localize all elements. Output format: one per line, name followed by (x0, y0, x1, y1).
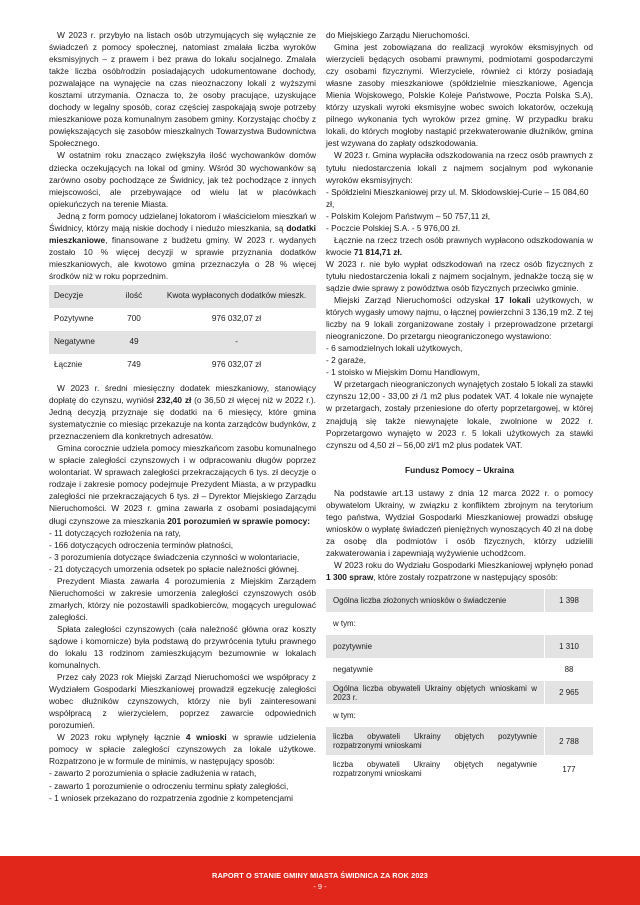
table-cell: Ogólna liczba złożonych wniosków o świadczenie (333, 596, 507, 606)
list-item: - 166 dotyczących odroczenia terminów płatności, (49, 539, 234, 550)
page-number: - 9 - (313, 882, 327, 891)
table-row (326, 612, 593, 635)
table-cell: Ogólna liczba obywateli Ukrainy objętych wnioskami w 2023 r. (333, 683, 537, 702)
table-header-row (49, 285, 316, 308)
section-heading: Fundusz Pomocy – Ukraina (405, 464, 514, 475)
paragraph: Przez cały 2023 rok Miejski Zarząd Nieruchomości we współpracy z Wydziałem Gospodarki Mieszkaniowej prowadził egzekucję zaległości wobec dłużników czynszowych, którzy nie byli zainteresowani współpracą z wierzycielem, poprzez zawarcie odpowiednich porozumień. (49, 672, 316, 731)
table-cell: 700 (127, 314, 141, 324)
list-item: - Spółdzielni Mieszkaniowej przy ul. M. Skłodowskiej-Curie – 15 084,60 zł, (326, 186, 589, 209)
table-cell: pozytywnie (333, 642, 373, 652)
paragraph: W 2023 r. nie było wypłat odszkodowań na rzecz osób fizycznych z tytułu niedostarczenia lokali z najmem socjalnym, jednakże toczą się w sądzie dwie sprawy z powództwa osób fizycznych przeciwko gminie. (326, 258, 593, 293)
table-cell: 88 (545, 658, 594, 681)
table-row (326, 704, 593, 727)
table-cell: 1 398 (545, 589, 594, 612)
paragraph: Spłata zaległości czynszowych (cała należność główna oraz koszty sądowe i komornicze) była podstawą do przywrócenia tytułu prawnego do lokalu 13 rodzinom zamieszkującym bezumownie w lokalach komunalnych. (49, 623, 316, 671)
table-cell: - (235, 337, 238, 347)
table-row (326, 727, 593, 755)
paragraph: Miejski Zarząd Nieruchomości odzyskał 17 lokali użytkowych, w których wygasły umowy najmu, o łącznej powierzchni 3 136,19 m2. Z tej liczby na 9 lokali zorganizowane zostały i przeprowadzone przetargi nieograniczone. Do przetargu nieograniczonego wystawiono: (326, 295, 593, 342)
paragraph: Jedną z form pomocy udzielanej lokatorom i właścicielom mieszkań w Świdnicy, którzy mają niskie dochody i niedużo mieszkania, są dodatki mieszkaniowe, finansowane z budżetu gminy. W 2023 r. wydanych zostało 10 % więcej decyzji w sprawie przyznania dodatków mieszkaniowych, ale kwotowo gmina przeznaczyła o 28 % więcej środków niż w roku poprzednim. (49, 210, 316, 281)
table-cell (545, 704, 594, 727)
paragraph: Prezydent Miasta zawarła 4 porozumienia z Miejskim Zarządem Nieruchomości w zakresie umorzenia zaległości czynszowych osób zmarłych, którzy nie pozostawili spadkobierców, mogących uregulować zaległości. (49, 575, 316, 622)
table-row (49, 354, 316, 377)
paragraph: W 2023 r. Gmina wypłaciła odszkodowania na rzecz osób prawnych z tytułu niedostarczenia lokali z najmem socjalnym pod wykonanie wyroków eksmisyjnych: (326, 150, 593, 185)
list-item: - 21 dotyczących umorzenia odsetek po spłacie należności głównej. (49, 563, 299, 574)
paragraph: Łącznie na rzecz trzech osób prawnych wypłacono odszkodowania w kwocie 71 814,71 zł. (326, 234, 593, 257)
table-cell: 177 (545, 755, 594, 783)
list-item: - zawarto 2 porozumienia o spłacie zadłużenia w ratach, (49, 768, 257, 779)
paragraph: W 2023 r. średni miesięczny dodatek mieszkaniowy, stanowiący dopłatę do czynszu, wyniósł 232,40 zł (o 36,50 zł więcej niż w 2022 r.). Jedną decyzją przyznaje się dodatki na 6 miesięcy, które gmina systematycznie co miesiąc przekazuje na konta zarządców budynków, z przeznaczeniem dla konkretnych adresatów. (49, 382, 316, 442)
table-cell: 976 032,07 zł (211, 314, 262, 324)
paragraph: W 2023 roku do Wydziału Gospodarki Mieszkaniowej wpłynęło ponad 1 300 spraw, które zostały rozpatrzone w następujący sposób: (326, 559, 593, 583)
table-cell: liczba obywateli Ukrainy objętych pozytywnie rozpatrzonymi wnioskami (333, 732, 537, 751)
paragraph: W 2023 r. przybyło na listach osób utrzymujących się wyłącznie ze świadczeń z pomocy społecznej, natomiast zmalała liczba wyroków eksmisyjnych – z prawem i bez prawa do lokalu socjalnego. Zmalała także liczba osób/rodzin posiadających udokumentowane dochody, pozwalające na wynajęcie na czas nieoznaczony lokali z wyższymi kosztami utrzymania. Oznacza to, że osoby pracujące, uzyskujące dochody w legalny sposób, coraz częściej zaspokajają swoje potrzeby mieszkaniowe poza komunalnym zasobem gminy. Korzystając choćby z powiększających się zasobów mieszkalnych Towarzystwa Budownictwa Społecznego. (49, 30, 316, 149)
list-item: - zawarto 1 porozumienie o odroczeniu terminu spłaty zaległości, (49, 780, 289, 791)
table-row (326, 755, 593, 783)
list-item: - 1 wniosek przekazano do rozpatrzenia zgodnie z kompetencjami (49, 792, 293, 803)
table-cell: w tym: (333, 619, 356, 629)
list-item: - 3 porozumienia dotyczące świadczenia czynności w wolontariacie, (49, 551, 300, 562)
page-footer (0, 856, 640, 905)
table-cell: Łącznie (54, 360, 83, 370)
list-item: - 11 dotyczących rozłożenia na raty, (49, 527, 181, 538)
table-row (49, 331, 316, 354)
table-cell: w tym: (333, 711, 356, 721)
table-cell (545, 612, 594, 635)
left-column (49, 29, 316, 804)
paragraph: Gmina corocznie udziela pomocy mieszkańcom zasobu komunalnego w spłacie zaległości czynszowych i w odpracowaniu długów poprzez wolontariat. W sprawach zaległości przekraczających 6 tys. zł decyzje o rodzaje i zakresie pomocy podejmuje Prezydent Miasta, a w przypadku zaległości nie przekraczających 6 tys. zł – Dyrektor Miejskiego Zarządu Nieruchomości. W 2023 r. gmina zawarła z osobami posiadającymi długi czynszowe za mieszkania 201 porozumień w sprawie pomocy: (49, 443, 316, 526)
ukraine-aid-table (326, 589, 593, 783)
list-item: - 1 stoisko w Miejskim Domu Handlowym, (326, 367, 480, 378)
paragraph: W ostatnim roku znacząco zwiększyła ilość wychowanków domów dziecka oczekujących na lokal od gminy. Wśród 30 wychowanków są zarówno osoby pochodzące ze Świdnicy, jak też pochodzące z innych miejscowości, ale przebywające od wielu lat w placówkach opiekuńczych na terenie Miasta. (49, 150, 316, 209)
table-header: Decyzje (54, 291, 84, 301)
table-header: Kwota wypłaconych dodatków mieszk. (166, 291, 307, 301)
table-cell: liczba obywateli Ukrainy objętych negatywnie rozpatrzonymi wnioskami (333, 760, 537, 779)
footer-title: RAPORT O STANIE GMINY MIASTA ŚWIDNICA ZA ROK 2023 (212, 871, 428, 880)
list-item: - Poczcie Polskiej S.A. - 5 976,00 zł. (326, 222, 461, 233)
table-row (326, 589, 593, 612)
table-cell: 749 (127, 360, 141, 370)
table-cell: 49 (129, 337, 139, 347)
list-item: - 2 garaże, (326, 355, 366, 366)
table-row (326, 658, 593, 681)
list-item: - 6 samodzielnych lokali użytkowych, (326, 343, 463, 354)
table-row (49, 308, 316, 331)
table-cell: 2 965 (545, 681, 594, 704)
table-cell: negatywnie (333, 665, 373, 675)
housing-allowance-table (49, 285, 316, 377)
right-column (326, 29, 593, 783)
list-item: - Polskim Kolejom Państwym – 50 757,11 zł, (326, 210, 491, 221)
table-row (326, 681, 593, 704)
table-cell: Negatywne (54, 337, 95, 347)
table-cell: Pozytywne (54, 314, 94, 324)
paragraph: W 2023 roku wpłynęły łącznie 4 wnioski w sprawie udzielenia pomocy w spłacie zaległości czynszowych za lokale użytkowe. Rozpatrzono je w formule de minimis, w następujący sposób: (49, 732, 317, 767)
table-header: ilość (125, 291, 143, 301)
table-cell: 2 788 (545, 727, 594, 755)
paragraph: W przetargach nieograniczonych wynajętych zostało 5 lokali za stawki czynszu 12,00 - 33,00 zł /1 m2 plus podatek VAT. 4 lokale nie wynajęte w przetargach, zostały przeniesione do oferty poprzetargowej, w której znajdują się także niewynajęte lokale, zwolnione w 2022 r. Poprzetargowo wynajęto w 2023 r. 5 lokali użytkowych za stawki czynszu od 4,50 zł – 56,00 zł/1 m2 plus podatek VAT. (326, 379, 593, 450)
paragraph: do Miejskiego Zarządu Nieruchomości. (326, 30, 470, 40)
paragraph: Gmina jest zobowiązana do realizacji wyroków eksmisyjnych od wierzycieli będących osobami prawnymi, podmiotami gospodarczymi czy osobami fizycznymi. Wierzyciele, również ci którzy posiadają własne zasoby mieszkaniowe (spółdzielnie mieszkaniowe, Agencja Mienia Wojskowego, Polskie Koleje Państwowe, Poczta Polska S.A), którzy uzyskali wyroki eksmisyjne wobec swoich lokatorów, oczekują pilnego wykonania tych wyroków przez gminę. W przypadku braku lokali, do których mogłoby nastąpić przekwaterowanie dłużników, gmina jest wzywana do zapłaty odszkodowania. (326, 42, 593, 149)
table-row (326, 635, 593, 658)
paragraph: Na podstawie art.13 ustawy z dnia 12 marca 2022 r. o pomocy obywatelom Ukrainy, w związku z konfliktem zbrojnym na terytorium tego państwa, Wydział Gospodarki Mieszkaniowej prowadzi obsługę wniosków o wypłatę świadczeń pieniężnych wynoszących 40 zł na dobę za osobę dla podmiotów i osób fizycznych, którzy udzielili zakwaterowania i zapewniają wyżywienie uchodźcom. (326, 487, 593, 558)
table-cell: 1 310 (545, 635, 594, 658)
table-cell: 976 032,07 zł (211, 360, 262, 370)
